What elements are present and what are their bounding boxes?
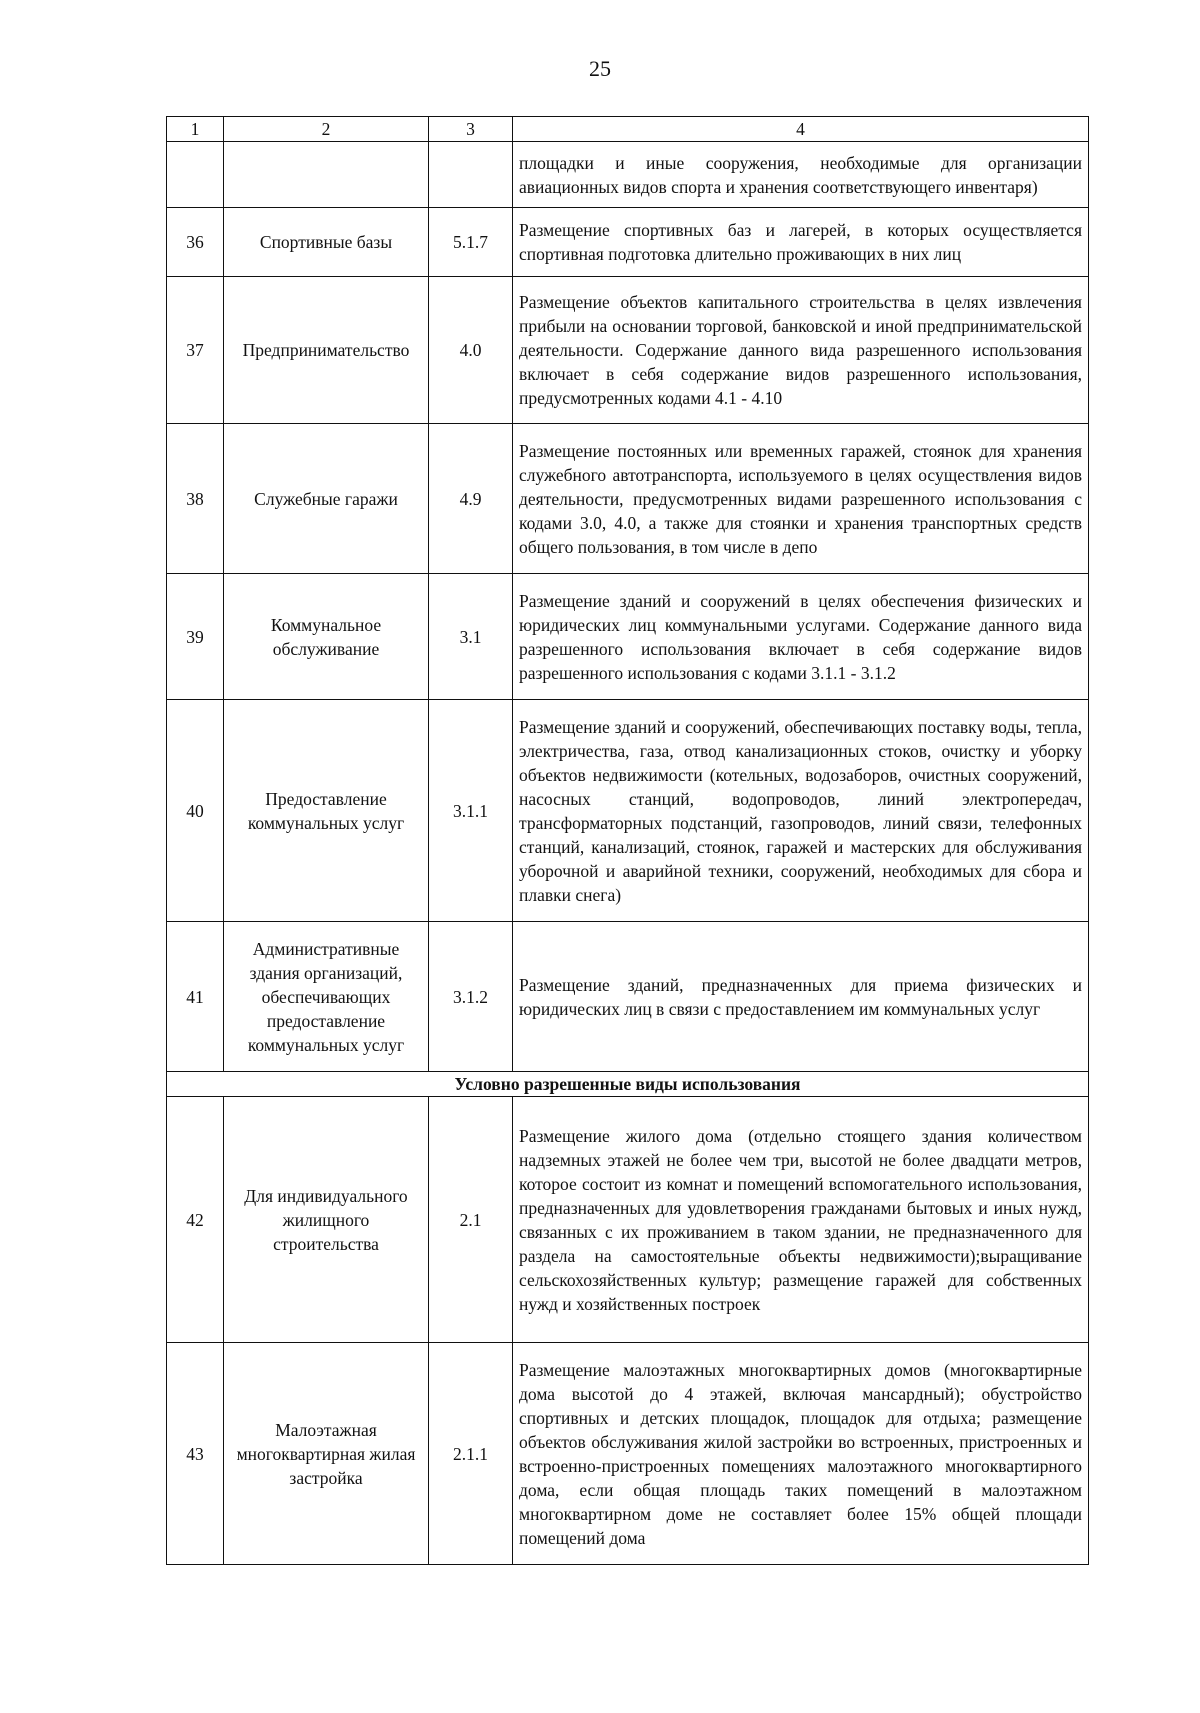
section-header-row (167, 1072, 1089, 1097)
row-name: Спортивные базы (224, 208, 429, 277)
row-code: 5.1.7 (429, 208, 513, 277)
row-name: Коммунальное обслуживание (224, 574, 429, 700)
row-code: 4.9 (429, 424, 513, 574)
table-row (167, 277, 1089, 424)
column-number: 3 (429, 117, 513, 142)
row-name: Служебные гаражи (224, 424, 429, 574)
column-number: 4 (513, 117, 1089, 142)
row-code: 3.1 (429, 574, 513, 700)
column-number-row (167, 117, 1089, 142)
row-number: 42 (167, 1097, 224, 1343)
table-row (167, 574, 1089, 700)
row-description: Размещение зданий и сооружений в целях обеспечения физических и юридических лиц коммунальными услугами. Содержание данного вида разрешенного использования включает в себя содержание видов разрешенного использования с кодами 3.1.1 - 3.1.2 (513, 574, 1089, 700)
row-name: Административные здания организаций, обеспечивающих предоставление коммунальных услуг (224, 922, 429, 1072)
row-description: Размещение зданий и сооружений, обеспечивающих поставку воды, тепла, электричества, газа, отвод канализационных стоков, очистку и уборку объектов недвижимости (котельных, водозаборов, очистных сооружений, насосных станций, водопроводов, линий электропередач, трансформаторных подстанций, газопроводов, линий связи, телефонных станций, канализаций, стоянок, гаражей и мастерских для обслуживания уборочной и аварийной техники, сооружений, необходимых для сбора и плавки снега) (513, 700, 1089, 922)
empty-cell (429, 142, 513, 208)
row-code: 2.1 (429, 1097, 513, 1343)
table-row (167, 700, 1089, 922)
row-description: Размещение зданий, предназначенных для приема физических и юридических лиц в связи с предоставлением им коммунальных услуг (513, 922, 1089, 1072)
table-row (167, 1343, 1089, 1565)
row-number: 38 (167, 424, 224, 574)
row-description: Размещение спортивных баз и лагерей, в которых осуществляется спортивная подготовка длительно проживающих в них лиц (513, 208, 1089, 277)
row-number: 41 (167, 922, 224, 1072)
row-code: 3.1.2 (429, 922, 513, 1072)
row-description: Размещение объектов капитального строительства в целях извлечения прибыли на основании торговой, банковской и иной предпринимательской деятельности. Содержание данного вида разрешенного использования включает в себя содержание видов разрешенного использования, предусмотренных кодами 4.1 - 4.10 (513, 277, 1089, 424)
row-code: 3.1.1 (429, 700, 513, 922)
table-row (167, 1097, 1089, 1343)
page-number: 25 (589, 56, 611, 81)
row-code: 4.0 (429, 277, 513, 424)
row-name: Для индивидуального жилищного строительства (224, 1097, 429, 1343)
table-row (167, 208, 1089, 277)
row-number: 40 (167, 700, 224, 922)
land-use-table (166, 116, 1089, 1565)
row-description: площадки и иные сооружения, необходимые для организации авиационных видов спорта и хранения соответствующего инвентаря) (513, 142, 1089, 208)
table-row (167, 922, 1089, 1072)
empty-cell (167, 142, 224, 208)
row-number: 39 (167, 574, 224, 700)
continuation-row (167, 142, 1089, 208)
row-number: 37 (167, 277, 224, 424)
row-description: Размещение постоянных или временных гаражей, стоянок для хранения служебного автотранспорта, используемого в целях осуществления видов деятельности, предусмотренных видами разрешенного использования с кодами 3.0, 4.0, а также для стоянки и хранения транспортных средств общего пользования, в том числе в депо (513, 424, 1089, 574)
row-code: 2.1.1 (429, 1343, 513, 1565)
row-name: Предоставление коммунальных услуг (224, 700, 429, 922)
row-description: Размещение малоэтажных многоквартирных домов (многоквартирные дома высотой до 4 этажей, включая мансардный); обустройство спортивных и детских площадок, площадок для отдыха; размещение объектов обслуживания жилой застройки во встроенных, пристроенных и встроенно-пристроенных помещениях малоэтажного многоквартирного дома, если общая площадь таких помещений в малоэтажном многоквартирном доме не составляет более 15% общей площади помещений дома (513, 1343, 1089, 1565)
row-number: 36 (167, 208, 224, 277)
column-number: 2 (224, 117, 429, 142)
section-header: Условно разрешенные виды использования (167, 1072, 1089, 1097)
empty-cell (224, 142, 429, 208)
row-name: Малоэтажная многоквартирная жилая застройка (224, 1343, 429, 1565)
table-row (167, 424, 1089, 574)
row-description: Размещение жилого дома (отдельно стоящего здания количеством надземных этажей не более чем три, высотой не более двадцати метров, которое состоит из комнат и помещений вспомогательного использования, предназначенных для удовлетворения гражданами бытовых и иных нужд, связанных с их проживанием в таком здании, не предназначенного для раздела на самостоятельные объекты недвижимости);выращивание сельскохозяйственных культур; размещение гаражей для собственных нужд и хозяйственных построек (513, 1097, 1089, 1343)
column-number: 1 (167, 117, 224, 142)
row-number: 43 (167, 1343, 224, 1565)
row-name: Предпринимательство (224, 277, 429, 424)
